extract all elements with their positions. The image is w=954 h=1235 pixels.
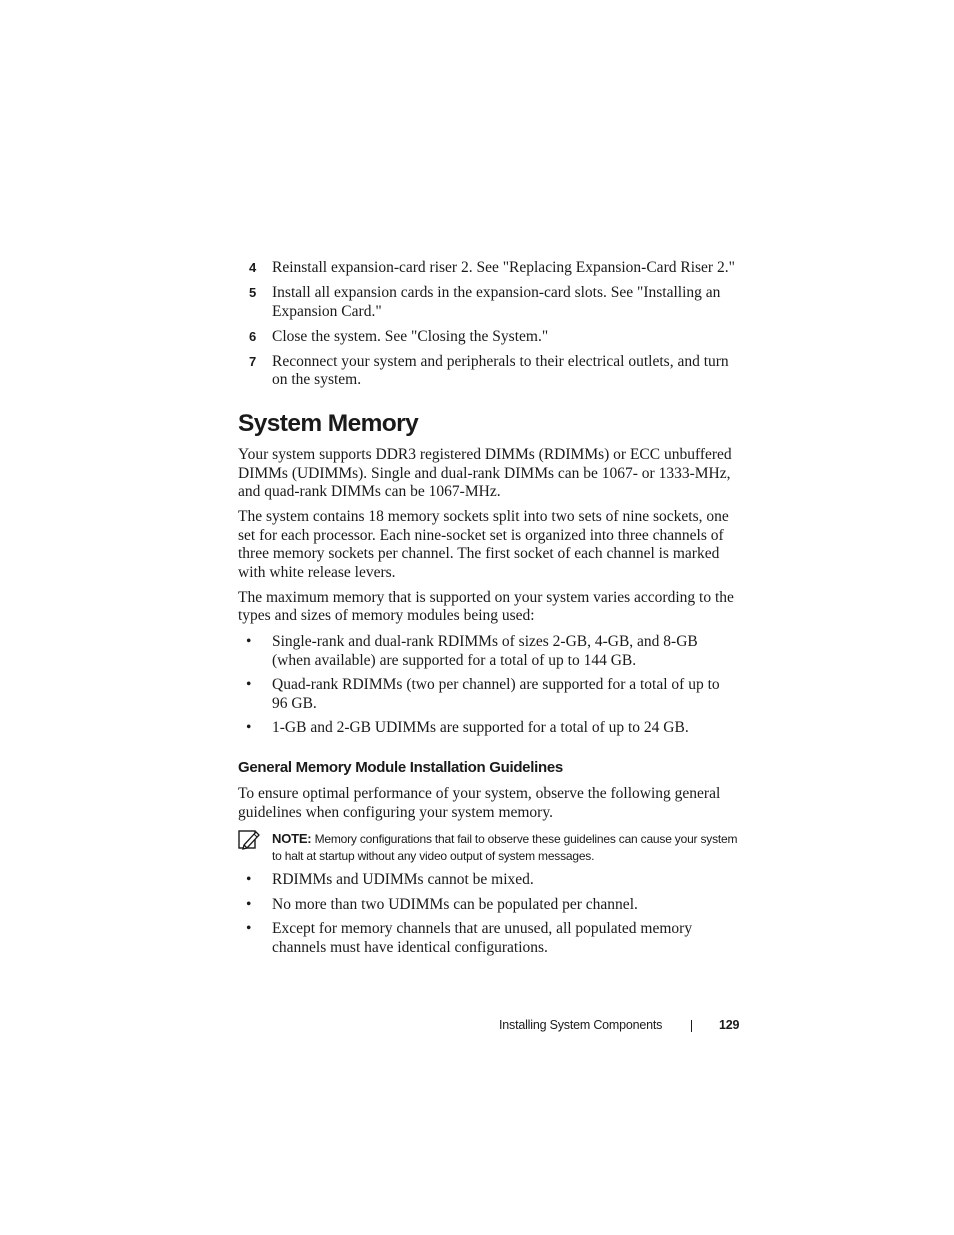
paragraph: The system contains 18 memory sockets split into two sets of nine sockets, one set for each processor. Each nine-socket set is organized into three channels of three memory sockets per channel. The first socket of each channel is marked with white release levers. [238,508,729,581]
paragraph: To ensure optimal performance of your system, observe the following general guidelines when configuring your system memory. [238,785,721,821]
step-number: 7 [249,353,257,369]
step-item [238,284,738,321]
page-footer [499,1015,744,1035]
list-item [238,719,738,738]
subsection-title: General Memory Module Installation Guidelines [238,759,563,776]
step-text: Close the system. See "Closing the System." [272,327,549,345]
paragraph: The maximum memory that is supported on your system varies according to the types and sizes of memory modules being used: [238,588,734,624]
list-item [238,871,738,890]
list-item-text: Except for memory channels that are unused, all populated memory channels must have identical configurations. [272,920,693,956]
step-number: 4 [249,260,257,275]
list-item-text: RDIMMs and UDIMMs cannot be mixed. [272,871,534,888]
note-pencil-icon [238,830,272,852]
bullet-icon: • [246,719,252,736]
bullet-icon: • [246,895,252,913]
footer-separator [691,1020,692,1032]
footer-section-title: Installing System Components [499,1018,663,1032]
memory-support-list [238,633,738,744]
step-item [238,353,738,390]
guidelines-list [238,871,738,963]
note-label: NOTE: [272,831,312,846]
page-number: 129 [719,1018,740,1032]
step-item [238,328,738,347]
note-body: Memory configurations that fail to observe these guidelines can cause your system to halt at startup without any video output of system messages. [272,832,738,863]
subsection-body [238,785,738,822]
paragraph: Your system supports DDR3 registered DIMMs (RDIMMs) or ECC unbuffered DIMMs (UDIMMs). Single and dual-rank DIMMs can be 1067- or 1333-MHz, and quad-rank DIMMs can be 1067-MHz. [238,446,732,500]
step-number: 6 [249,328,257,344]
step-text: Install all expansion cards in the expansion-card slots. See "Installing an Expansion Card." [272,284,721,320]
list-item [238,633,738,670]
list-item-text: No more than two UDIMMs can be populated per channel. [272,895,638,913]
procedure-steps [238,259,738,396]
list-item-text: Quad-rank RDIMMs (two per channel) are supported for a total of up to 96 GB. [272,676,720,712]
note-callout [238,830,743,865]
bullet-icon: • [246,920,252,937]
section-title: System Memory [238,410,419,437]
list-item [238,676,738,713]
list-item-text: 1-GB and 2-GB UDIMMs are supported for a total of up to 24 GB. [272,719,689,736]
bullet-icon: • [246,871,252,888]
section-body [238,446,738,626]
list-item [238,920,738,957]
list-item [238,896,738,915]
bullet-icon: • [246,676,252,693]
list-item-text: Single-rank and dual-rank RDIMMs of sizes 2-GB, 4-GB, and 8-GB (when available) are supported for a total of up to 144 GB. [272,633,698,669]
bullet-icon: • [246,633,252,650]
step-text: Reinstall expansion-card riser 2. See "Replacing Expansion-Card Riser 2." [272,259,735,276]
step-text: Reconnect your system and peripherals to their electrical outlets, and turn on the system. [272,352,729,388]
step-item [238,259,738,278]
step-number: 5 [249,285,257,300]
note-text [272,830,743,865]
